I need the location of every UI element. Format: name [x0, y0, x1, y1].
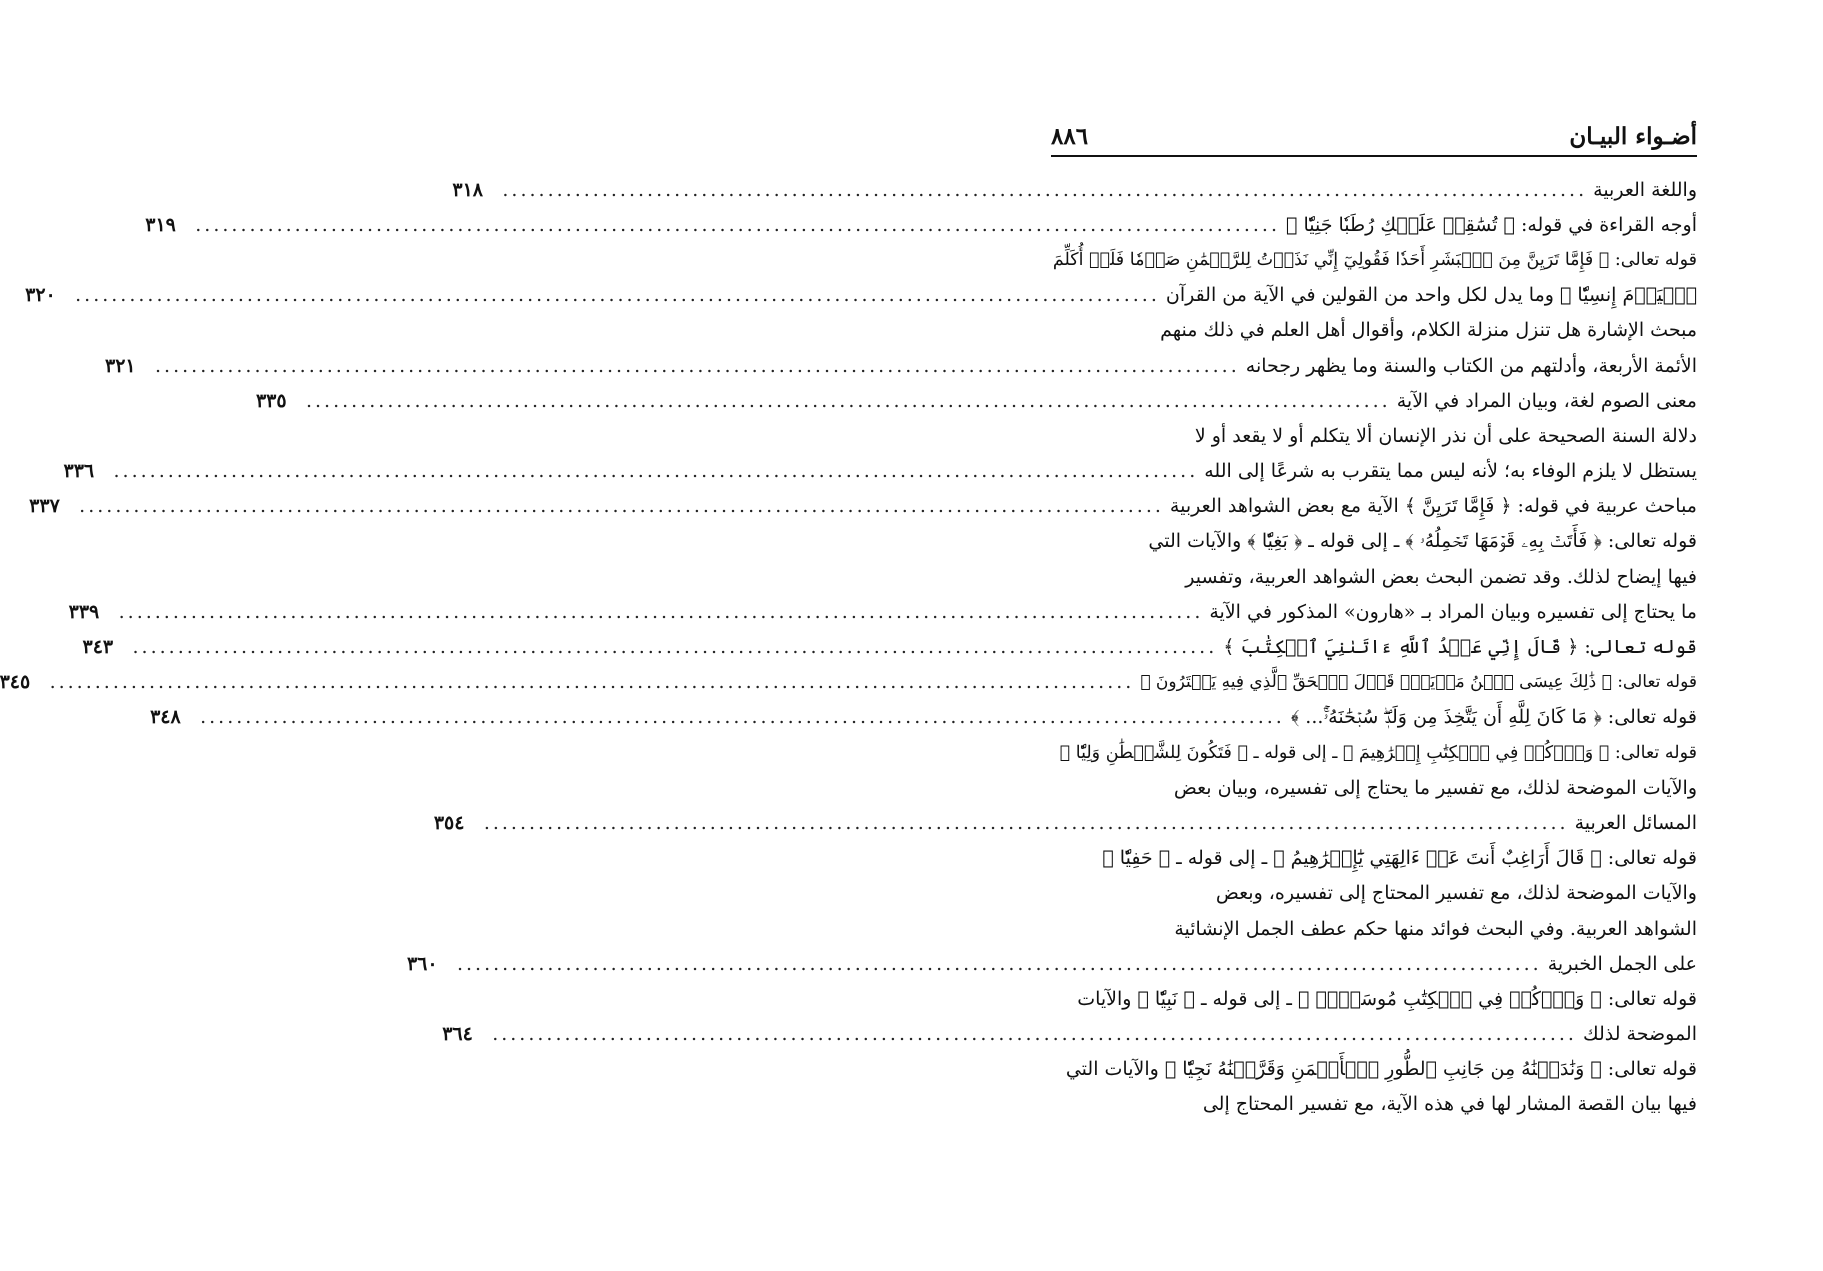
toc-entry-text: قوله تعالى: ﴿ وَٱذۡكُرۡ فِي ٱلۡكِتَٰبِ مُوسَىٰٓۚ ﴾ ـ إلى قوله ـ ﴿ نَبِيّٗا ﴾ والآيات [1077, 987, 1697, 1010]
dot-leader: ........................................................................................................................ [195, 213, 1280, 236]
toc-page-number: ٣٣٧ [29, 495, 60, 518]
dot-leader: ........................................................................................................................ [456, 952, 1542, 975]
dot-leader: ........................................................................................................................ [502, 178, 1588, 201]
dot-leader: ........................................................................................................................ [118, 600, 1204, 623]
toc-entry [1051, 313, 1697, 348]
toc-entry-text: قوله تعالى: ﴿ وَنَٰدَيۡنَٰهُ مِن جَانِبِ ٱلطُّورِ ٱلۡأَيۡمَنِ وَقَرَّبۡنَٰهُ نَجِيّٗا ﴾ والآيات التي [1065, 1058, 1697, 1081]
toc-entry-text: دلالة السنة الصحيحة على أن نذر الإنسان ألا يتكلم أو لا يقعد أو لا [1194, 424, 1697, 447]
toc-entry-text: مباحث عربية في قوله: ﴿ فَإِمَّا تَرَيِنَّ ﴾ الآية مع بعض الشواهد العربية [1169, 495, 1697, 518]
toc-entry-text: قوله تعالى: ﴿ فَإِمَّا تَرَيِنَّ مِنَ ٱلۡبَشَرِ أَحَدٗا فَقُولِيٓ إِنِّي نَذَرۡتُ لِلرَّحۡمَٰنِ صَوۡمٗا فَلَنۡ أُكَلِّمَ [1052, 249, 1697, 270]
toc-entry [1051, 770, 1697, 805]
toc-entry [145, 207, 1697, 242]
toc-entry-text: قوله تعالى: ﴿ ذَٰلِكَ عِيسَى ٱبۡنُ مَرۡيَمَۖ قَوۡلَ ٱلۡحَقِّ ٱلَّذِي فِيهِ يَمۡتَرُونَ ﴾ [1140, 672, 1697, 693]
toc-page-number: ٣٤٨ [150, 706, 181, 729]
dot-leader: ........................................................................................................................ [200, 706, 1285, 729]
toc-entry-text: على الجمل الخبرية [1547, 952, 1697, 975]
toc-entry [0, 665, 1697, 700]
dot-leader: ........................................................................................................................ [155, 354, 1240, 377]
toc-entry [82, 629, 1697, 664]
toc-entry-text: قوله تعالى: ﴿ مَا كَانَ لِلَّهِ أَن يَتَّخِذَ مِن وَلَدٖۖ سُبۡحَٰنَهُۥٓۚ... ﴾ [1290, 706, 1697, 729]
toc-entry [406, 946, 1697, 981]
toc-entry-text: الموضحة لذلك [1582, 1023, 1697, 1046]
toc-entry-text: والآيات الموضحة لذلك، مع تفسير ما يحتاج إلى تفسيره، وبيان بعض [1173, 776, 1697, 799]
toc-entry-text: ما يحتاج إلى تفسيره وبيان المراد بـ «هارون» المذكور في الآية [1209, 600, 1697, 623]
toc-entry [442, 1017, 1697, 1052]
toc-entry-text: واللغة العربية [1593, 178, 1697, 201]
toc-page-number: ٣٣٩ [68, 600, 100, 623]
toc-entry-text: يستظل لا يلزم الوفاء به؛ لأنه ليس مما يتقرب به شرعًا إلى الله [1204, 460, 1697, 483]
toc-entry [1051, 876, 1697, 911]
toc-entry-text: الشواهد العربية. وفي البحث فوائد منها حكم عطف الجمل الإنشائية [1174, 917, 1697, 940]
toc-entry [1051, 841, 1697, 876]
toc-page-number: ٣٢٠ [25, 284, 56, 307]
page-number: ٨٨٦ [1051, 123, 1089, 150]
toc-entry-text: قوله تعالى: ﴿ فَأَتَتۡ بِهِۦ قَوۡمَهَا تَحۡمِلُهُۥ ﴾ ـ إلى قوله ـ ﴿ بَغِيّٗا ﴾ والآيات التي [1148, 530, 1697, 553]
dot-leader: ........................................................................................................................ [49, 671, 1135, 694]
toc-entry [63, 454, 1697, 489]
toc-page-number: ٣٣٦ [63, 460, 95, 483]
toc-entry-text: المسائل العربية [1574, 811, 1697, 834]
toc-entry [1051, 735, 1697, 770]
toc-page-number: ٣٦٤ [442, 1023, 473, 1046]
toc-entry [25, 278, 1697, 313]
toc-entry-text: قوله تعالى: ﴿ وَٱذۡكُرۡ فِي ٱلۡكِتَٰبِ إِبۡرَٰهِيمَ ﴾ ـ إلى قوله ـ ﴿ فَتَكُونَ لِلشَّيۡطَٰنِ وَلِيّٗا ﴾ [1059, 742, 1697, 763]
toc-entry-text: معنى الصوم لغة، وبيان المراد في الآية [1396, 389, 1697, 412]
toc-entry [1051, 559, 1697, 594]
toc-entry [1051, 524, 1697, 559]
toc-entry [255, 383, 1697, 418]
toc-entry-text: قوله تعالى: ﴿ قَالَ أَرَاغِبٌ أَنتَ عَنۡ ءَالِهَتِي يَٰٓإِبۡرَٰهِيمُ ﴾ ـ إلى قوله ـ ﴿ حَفِيّٗا ﴾ [1102, 847, 1697, 870]
toc-entry [1051, 418, 1697, 453]
dot-leader: ........................................................................................................................ [483, 811, 1569, 834]
toc-entry [1051, 981, 1697, 1016]
toc-entry-text: فيها إيضاح لذلك. وقد تضمن البحث بعض الشواهد العربية، وتفسير [1185, 565, 1697, 588]
dot-leader: ........................................................................................................................ [79, 495, 1164, 518]
dot-leader: ........................................................................................................................ [492, 1023, 1577, 1046]
running-header [1051, 116, 1697, 150]
dot-leader: ........................................................................................................................ [305, 389, 1391, 412]
toc-page-number: ٣٦٠ [406, 952, 438, 975]
toc-page-number: ٣٣٥ [255, 389, 287, 412]
toc-page-number: ٣٤٣ [82, 636, 114, 659]
toc-entry-text: مبحث الإشارة هل تنزل منزلة الكلام، وأقوال أهل العلم في ذلك منهم [1160, 319, 1697, 342]
table-of-contents [0, 172, 1697, 1122]
toc-page-number: ٣٢١ [105, 354, 136, 377]
toc-entry [452, 172, 1697, 207]
toc-entry-text: الأئمة الأربعة، وأدلتهم من الكتاب والسنة وما يظهر رجحانه [1245, 354, 1697, 377]
toc-entry [68, 594, 1697, 629]
toc-page-number: ٣٥٤ [433, 811, 465, 834]
toc-entry [29, 489, 1697, 524]
toc-page-number: ٣١٩ [145, 213, 176, 236]
toc-entry [150, 700, 1697, 735]
toc-page-number: ٣٤٥ [0, 671, 31, 694]
dot-leader: ........................................................................................................................ [75, 284, 1160, 307]
book-title: أضـواء البيـان [1569, 123, 1697, 150]
toc-entry-text: ٱلۡيَوۡمَ إِنسِيّٗا ﴾ وما يدل لكل واحد من القولين في الآية من القرآن [1165, 284, 1697, 307]
header-rule [1051, 155, 1697, 157]
dot-leader: ........................................................................................................................ [132, 636, 1218, 659]
toc-entry [1051, 242, 1697, 277]
toc-entry [433, 805, 1697, 840]
toc-entry-text: قوله تعالى: ﴿ قَالَ إِنِّي عَبۡدُ ٱللَّهِ ءَاتَىٰنِيَ ٱلۡكِتَٰبَ ﴾ [1223, 636, 1697, 659]
toc-page-number: ٣١٨ [452, 178, 484, 201]
toc-entry [1051, 1052, 1697, 1087]
toc-entry-text: أوجه القراءة في قوله: ﴿ تُسَٰقِطۡ عَلَيۡكِ رُطَبٗا جَنِيّٗا ﴾ [1286, 213, 1697, 236]
toc-entry [1051, 1087, 1697, 1122]
dot-leader: ........................................................................................................................ [113, 460, 1199, 483]
toc-entry-text: فيها بيان القصة المشار لها في هذه الآية، مع تفسير المحتاج إلى [1202, 1093, 1697, 1116]
toc-entry [105, 348, 1697, 383]
toc-entry [1051, 911, 1697, 946]
toc-entry-text: والآيات الموضحة لذلك، مع تفسير المحتاج إلى تفسيره، وبعض [1215, 882, 1697, 905]
